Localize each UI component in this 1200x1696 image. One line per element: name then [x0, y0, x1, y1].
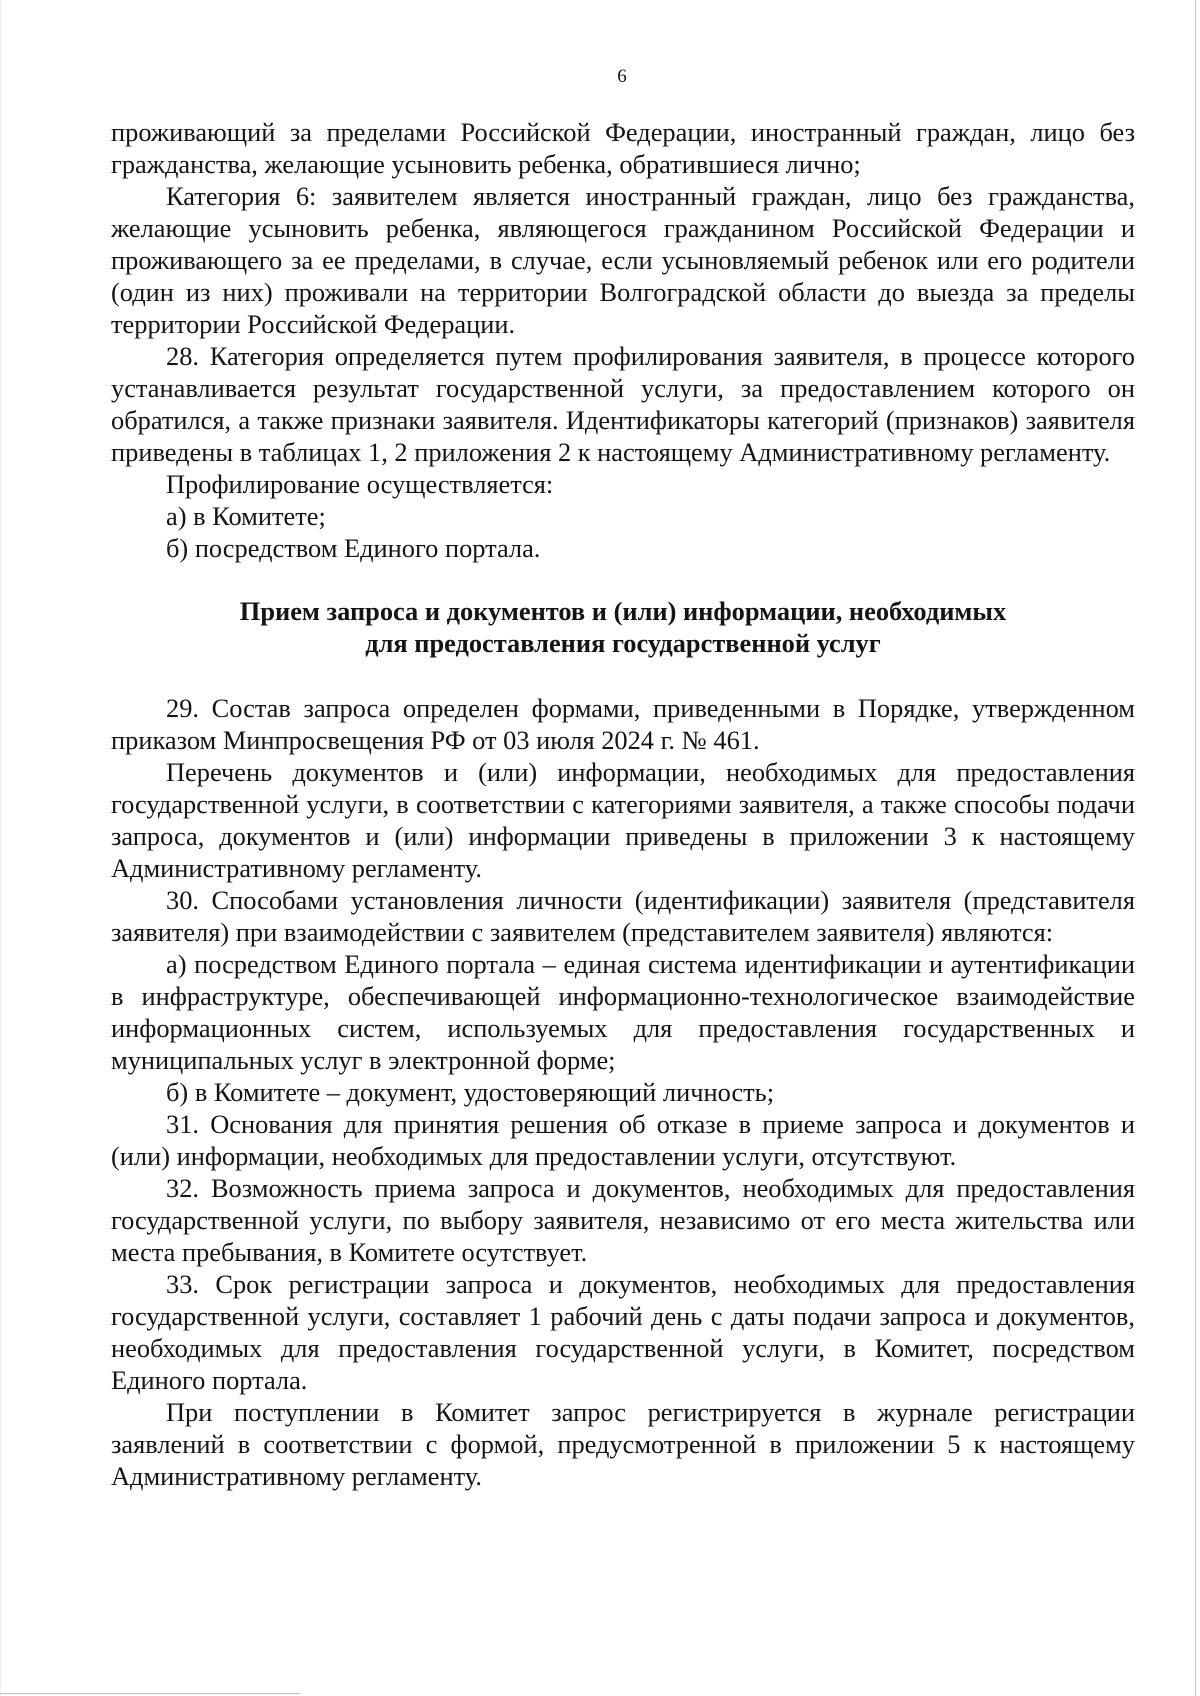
paragraph: 28. Категория определяется путем профилирования заявителя, в процессе которого устанавливается результат государственной услуги, за предоставлением которого он обратился, а также признаки заявителя. Идентификаторы категорий (признаков) заявителя приведены в таблицах 1, 2 приложения 2 к настоящему Административному регламенту.	[111, 341, 1135, 467]
paragraph: 31. Основания для принятия решения об отказе в приеме запроса и документов и (или) информации, необходимых для предоставлении услуги, отсутствуют.	[111, 1109, 1135, 1171]
paragraph: Профилирование осуществляется:	[166, 469, 554, 499]
scan-right-edge	[1195, 0, 1196, 1696]
paragraph: 32. Возможность приема запроса и документов, необходимых для предоставления государственной услуги, по выбору заявителя, независимо от его места жительства или места пребывания, в Комитете осутствует.	[111, 1173, 1135, 1267]
scan-left-edge	[0, 0, 1, 1696]
paragraph: 29. Состав запроса определен формами, приведенными в Порядке, утвержденном приказом Минпросвещения РФ от 03 июля 2024 г. № 461.	[111, 693, 1135, 755]
paragraph: проживающий за пределами Российской Федерации, иностранный граждан, лицо без гражданства, желающие усыновить ребенка, обратившиеся лично;	[111, 117, 1135, 179]
scan-bottom-artifact	[0, 1693, 300, 1694]
section-heading	[111, 595, 1135, 659]
paragraph: Категория 6: заявителем является иностранный граждан, лицо без гражданства, желающие усыновить ребенка, являющегося гражданином Российской Федерации и проживающего за ее пределами, в случае, если усыновляемый ребенок или его родители (один из них) проживали на территории Волгоградской области до выезда за пределы территории Российской Федерации.	[111, 181, 1135, 339]
paragraph: 33. Срок регистрации запроса и документов, необходимых для предоставления государственной услуги, составляет 1 рабочий день с даты подачи запроса и документов, необходимых для предоставления государственной услуги, в Комитет, посредством Единого портала.	[111, 1269, 1135, 1395]
section-heading-line: Прием запроса и документов и (или) информации, необходимых	[239, 596, 1007, 626]
paragraph: 30. Способами установления личности (идентификации) заявителя (представителя заявителя) при взаимодействии с заявителем (представителем заявителя) являются:	[111, 885, 1135, 947]
list-item: б) в Комитете – документ, удостоверяющий личность;	[166, 1077, 775, 1107]
list-item: б) посредством Единого портала.	[166, 533, 541, 563]
section-heading-line: для предоставления государственной услуг	[365, 628, 881, 658]
list-item: а) посредством Единого портала – единая система идентификации и аутентификации в инфраструктуре, обеспечивающей информационно-технологическое взаимодействие информационных систем, используемых для предоставления государственных и муниципальных услуг в электронной форме;	[111, 949, 1135, 1075]
list-item: а) в Комитете;	[166, 501, 326, 531]
paragraph: Перечень документов и (или) информации, необходимых для предоставления государственной услуги, в соответствии с категориями заявителя, а также способы подачи запроса, документов и (или) информации приведены в приложении 3 к настоящему Административному регламенту.	[111, 757, 1135, 883]
page-number: 6	[617, 66, 627, 87]
paragraph: При поступлении в Комитет запрос регистрируется в журнале регистрации заявлений в соответствии с формой, предусмотренной в приложении 5 к настоящему Административному регламенту.	[111, 1397, 1135, 1491]
document-body	[111, 116, 1135, 1492]
